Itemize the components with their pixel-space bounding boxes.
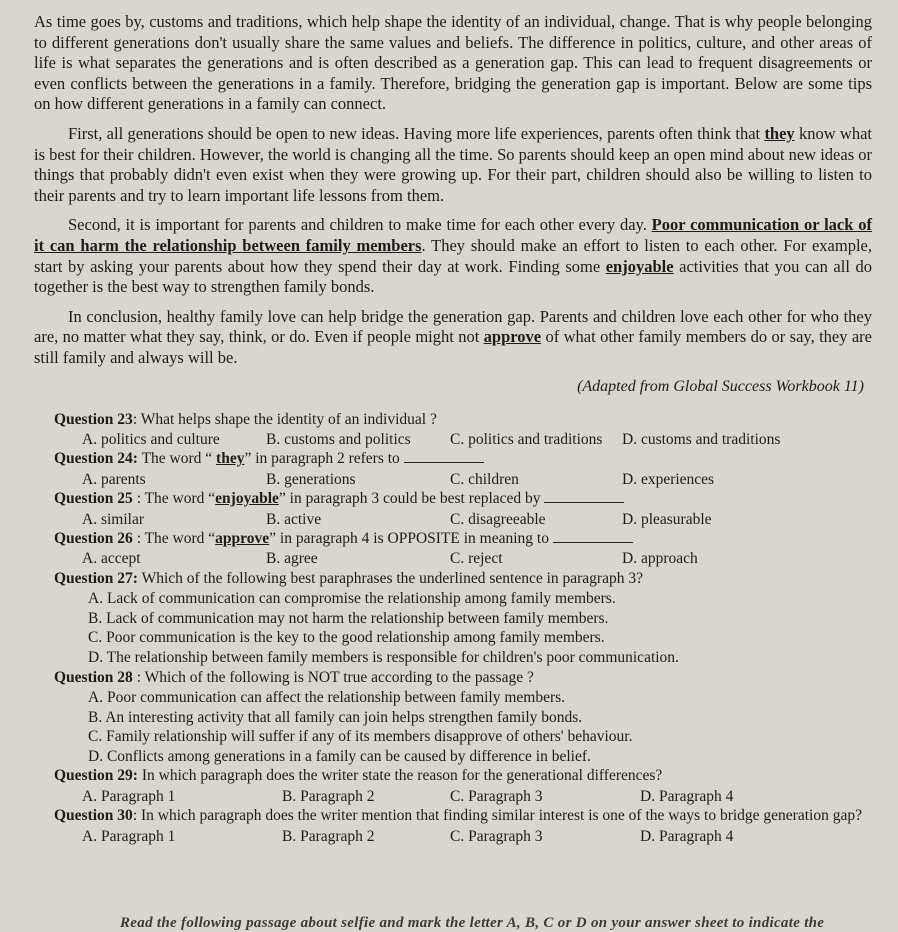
q29-text: In which paragraph does the writer state the reason for the generational differences?	[137, 767, 663, 785]
q29-option-a[interactable]: A. Paragraph 1	[82, 787, 176, 805]
q26-text-b: ” in paragraph 4 is OPPOSITE in meaning to	[269, 529, 549, 547]
q28-option-b[interactable]: B. An interesting activity that all family can join helps strengthen family bonds.	[88, 708, 583, 726]
q24-option-d[interactable]: D. experiences	[622, 470, 715, 488]
p2-text-b: know what is best for their children. However, the world is changing all the time. So parents should keep an open mind about new ideas or things that probably didn't even exist when they were growing up. For their part, children should also be willing to listen to their parents and try to learn important life lessons from them.	[34, 123, 872, 205]
question-30	[54, 806, 866, 825]
source-citation: (Adapted from Global Success Workbook 11)	[577, 377, 864, 395]
q26-option-b[interactable]: B. agree	[266, 550, 318, 568]
q26-options	[82, 549, 872, 568]
q25-label: Question 25	[54, 490, 133, 508]
q25-word: enjoyable	[215, 490, 279, 508]
q29-option-d[interactable]: D. Paragraph 4	[640, 787, 734, 805]
q29-options	[82, 787, 872, 806]
q26-label: Question 26	[54, 529, 133, 547]
q28-option-c[interactable]: C. Family relationship will suffer if any of its members disapprove of others' behaviour.	[88, 728, 633, 746]
q26-option-a[interactable]: A. accept	[82, 550, 141, 568]
p3-underlined-enjoyable: enjoyable	[605, 256, 674, 276]
p2-underlined-they: they	[764, 123, 795, 143]
p4-underlined-approve: approve	[483, 327, 542, 347]
p3-text-c: activities that you can all do together is the best way to strengthen family bonds.	[34, 256, 872, 297]
p3-text-a: Second, it is important for parents and children to make time for each other every day.	[68, 215, 652, 235]
q24-blank	[404, 450, 484, 463]
p3-text-b: . They should make an effort to listen to each other. For example, start by asking your parents about how they spend their day at work. Finding some	[34, 235, 872, 276]
p4-text-a: In conclusion, healthy family love can help bridge the generation gap. Parents and children love each other for who they are, no matter what they say, think, or do. Even if people might not	[34, 306, 872, 347]
q27-option-b[interactable]: B. Lack of communication may not harm the relationship between family members.	[88, 609, 609, 627]
q26-text-a: : The word “	[132, 529, 216, 547]
q27-option-a[interactable]: A. Lack of communication can compromise the relationship among family members.	[88, 590, 616, 608]
q26-option-d[interactable]: D. approach	[622, 550, 698, 568]
paragraph-3	[34, 215, 872, 297]
q30-option-c[interactable]: C. Paragraph 3	[450, 827, 543, 845]
q24-word: they	[216, 450, 245, 468]
q25-text-b: ” in paragraph 3 could be best replaced by	[278, 490, 541, 508]
question-29	[54, 766, 872, 785]
paragraph-1: As time goes by, customs and traditions, which help shape the identity of an individual, change. That is why people belonging to different generations don't usually share the same values and beliefs. The difference in politics, culture, and other areas of life is what separates the generations and is often described as a generation gap. This can lead to frequent disagreements or even conflicts between the generations in a family. Therefore, bridging the generation gap is important. Below are some tips on how different generations in a family can connect.	[34, 12, 872, 114]
q30-label: Question 30	[54, 807, 133, 825]
q28-label: Question 28	[54, 668, 133, 686]
q27-option-c[interactable]: C. Poor communication is the key to the good relationship among family members.	[88, 629, 605, 647]
q24-option-c[interactable]: C. children	[450, 470, 519, 488]
q29-label: Question 29:	[54, 767, 138, 785]
q25-blank	[544, 490, 624, 503]
q23-option-c[interactable]: C. politics and traditions	[450, 430, 603, 448]
q26-blank	[553, 530, 633, 543]
q24-options	[82, 470, 872, 489]
q24-text-b: ” in paragraph 2 refers to	[244, 450, 400, 468]
q24-option-b[interactable]: B. generations	[266, 470, 356, 488]
p4-text-b: of what other family members do or say, they are still family and always will be.	[34, 327, 872, 367]
q29-option-b[interactable]: B. Paragraph 2	[282, 787, 375, 805]
q25-text-a: : The word “	[132, 490, 216, 508]
question-25	[54, 489, 872, 508]
question-24	[54, 449, 872, 468]
q25-option-b[interactable]: B. active	[266, 510, 322, 528]
question-28	[54, 668, 872, 687]
p2-text-a: First, all generations should be open to new ideas. Having more life experiences, parents often think that	[68, 123, 765, 143]
q23-options	[82, 430, 872, 449]
question-26	[54, 529, 872, 548]
q23-option-a[interactable]: A. politics and culture	[82, 430, 220, 448]
q26-option-c[interactable]: C. reject	[450, 550, 503, 568]
paragraph-4	[34, 307, 872, 369]
q23-option-d[interactable]: D. customs and traditions	[622, 430, 781, 448]
q28-text: : Which of the following is NOT true according to the passage ?	[132, 668, 534, 686]
q30-options	[82, 827, 872, 846]
q24-label: Question 24:	[54, 450, 138, 468]
p3-underlined-sentence: Poor communication or lack of it can harm the relationship between family members	[34, 215, 872, 255]
q25-option-c[interactable]: C. disagreeable	[450, 510, 546, 528]
question-27	[54, 569, 872, 588]
q23-text: : What helps shape the identity of an individual ?	[132, 410, 437, 428]
question-23	[54, 410, 872, 429]
q25-option-d[interactable]: D. pleasurable	[622, 510, 712, 528]
q23-option-b[interactable]: B. customs and politics	[266, 430, 411, 448]
q24-option-a[interactable]: A. parents	[82, 470, 146, 488]
q27-option-d[interactable]: D. The relationship between family members is responsible for children's poor communication.	[88, 648, 679, 666]
q30-option-d[interactable]: D. Paragraph 4	[640, 827, 734, 845]
q25-option-a[interactable]: A. similar	[82, 510, 144, 528]
q27-label: Question 27:	[54, 569, 138, 587]
q30-option-b[interactable]: B. Paragraph 2	[282, 827, 375, 845]
q28-option-d[interactable]: D. Conflicts among generations in a family can be caused by difference in belief.	[88, 747, 591, 765]
q30-option-a[interactable]: A. Paragraph 1	[82, 827, 176, 845]
q24-text-a: The word “	[137, 450, 217, 468]
q29-option-c[interactable]: C. Paragraph 3	[450, 787, 543, 805]
q26-word: approve	[215, 529, 270, 547]
q30-text: : In which paragraph does the writer mention that finding similar interest is one of the ways to bridge generation gap?	[132, 807, 862, 825]
q23-label: Question 23	[54, 410, 133, 428]
next-section-instruction: Read the following passage about selfie and mark the letter A, B, C or D on your answer sheet to indicate the	[120, 915, 825, 931]
q28-option-a[interactable]: A. Poor communication can affect the relationship between family members.	[88, 688, 566, 706]
q27-text: Which of the following best paraphrases the underlined sentence in paragraph 3?	[137, 569, 643, 587]
paragraph-2	[34, 124, 872, 206]
q25-options	[82, 510, 872, 529]
